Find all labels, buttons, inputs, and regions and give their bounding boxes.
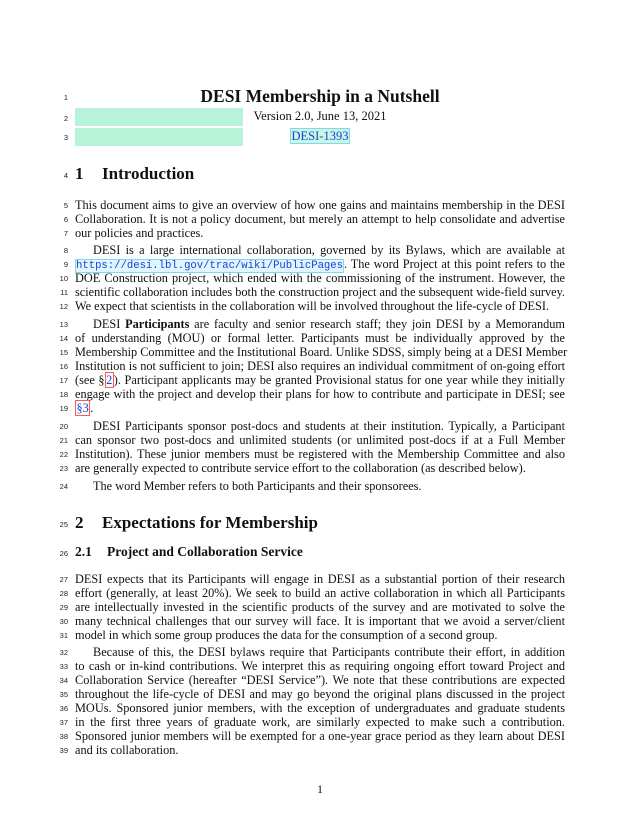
section-number: 2 xyxy=(75,513,84,532)
line-number: 35 xyxy=(59,690,68,699)
text-line xyxy=(75,257,565,271)
text-line: are intellectually invested in the scientific products of the survey and are motivated to solve the xyxy=(75,600,565,614)
text-span: ). Participant applicants may be granted Provisional status for one year while they initially xyxy=(113,373,565,387)
paragraph: The word Member refers to both Participants and their sponsorees. xyxy=(93,479,422,493)
section-heading-expectations xyxy=(75,513,318,533)
line-number: 11 xyxy=(60,288,68,297)
line-number: 6 xyxy=(63,215,68,224)
line-number: 29 xyxy=(59,603,68,612)
text-line: to cash or in-kind contributions. We interpret this as requiring ongoing effort toward Project and xyxy=(75,659,565,673)
section-heading-introduction xyxy=(75,164,194,184)
text-line: throughout the life-cycle of DESI and may go beyond the original plans discussed in the project xyxy=(75,687,565,701)
text-span: . The word Project at this point refers to the xyxy=(344,257,565,271)
line-number: 23 xyxy=(59,464,68,473)
line-number: 16 xyxy=(59,362,68,371)
version-line: Version 2.0, June 13, 2021 xyxy=(253,109,387,123)
line-number: 4 xyxy=(63,171,68,180)
line-number: 31 xyxy=(59,631,68,640)
text-line: Institution). These junior members must be registered with the Membership Committee and also xyxy=(75,447,565,461)
line-number: 24 xyxy=(59,482,68,491)
text-line: MOUs. Sponsored junior members, with the exception of undergraduates and graduate students xyxy=(75,701,565,715)
line-number: 34 xyxy=(59,676,68,685)
line-number: 10 xyxy=(59,274,68,283)
line-number: 39 xyxy=(59,746,68,755)
text-span: . xyxy=(90,401,94,415)
text-line: Membership Committee and the Institutional Board. Unlike SDSS, simply being at a DESI Member xyxy=(75,345,568,359)
text-line: Because of this, the DESI bylaws require that Participants contribute their effort, in addition xyxy=(93,645,565,659)
public-pages-link[interactable]: https://desi.lbl.gov/trac/wiki/PublicPages xyxy=(76,260,344,272)
line-number: 26 xyxy=(59,549,68,558)
text-line: Institution is not sufficient to join; DESI also requires an individual commitment of on-going effort xyxy=(75,359,565,373)
line-number: 28 xyxy=(59,589,68,598)
line-number: 9 xyxy=(63,260,68,269)
text-line: Collaboration. It is not a policy document, but merely an attempt to help consolidate and advertise xyxy=(75,212,565,226)
text-line: many technical challenges that our survey will face. It is important that we avoid a server/client xyxy=(75,614,565,628)
bold-term: Participants xyxy=(125,317,190,331)
text-line: and its collaboration. xyxy=(75,743,179,757)
text-line: Collaboration Service (hereafter “DESI Service”). We note that these contributions are expected xyxy=(75,673,565,687)
text-line: effort (generally, at least 20%). We seek to build an active collaboration in which all Participants xyxy=(75,586,565,600)
line-number: 17 xyxy=(59,376,68,385)
line-number: 32 xyxy=(59,648,68,657)
text-line: model in which some group produces the data for the consumption of a second group. xyxy=(75,628,498,642)
text-line xyxy=(75,401,565,415)
text-span: (see § xyxy=(75,373,105,387)
line-number: 20 xyxy=(59,422,68,431)
section-ref-link[interactable]: §3 xyxy=(76,401,89,415)
line-number: 37 xyxy=(59,718,68,727)
line-number: 18 xyxy=(59,390,68,399)
section-title: Expectations for Membership xyxy=(102,513,318,532)
line-number: 27 xyxy=(59,575,68,584)
text-line: Sponsored junior members will be exempted for a one-year grace period as they learn about DESI xyxy=(75,729,565,743)
line-number: 12 xyxy=(59,302,68,311)
text-line: DESI expects that its Participants will engage in DESI as a substantial portion of their research xyxy=(75,572,565,586)
subsection-title: Project and Collaboration Service xyxy=(107,544,303,559)
line-number: 30 xyxy=(59,617,68,626)
text-line xyxy=(75,317,565,331)
line-number: 5 xyxy=(63,201,68,210)
text-line: are generally expected to contribute service effort to the collaboration (as described below). xyxy=(75,461,526,475)
line-number: 2 xyxy=(63,114,68,123)
subsection-heading-service xyxy=(75,544,303,560)
line-number: 38 xyxy=(59,732,68,741)
text-span: DESI xyxy=(93,317,126,331)
text-line: DOE Construction project, which ended with the commissioning of the instrument. However, the xyxy=(75,271,565,285)
line-number: 21 xyxy=(59,436,68,445)
doc-number-link[interactable]: DESI-1393 xyxy=(291,129,349,143)
line-number: 7 xyxy=(63,229,68,238)
text-line: engage with the project and develop their plans for how to contribute and participate in DESI; see xyxy=(75,387,565,401)
line-number: 22 xyxy=(59,450,68,459)
text-line: This document aims to give an overview of how one gains and maintains membership in the DESI xyxy=(75,198,565,212)
text-line: We expect that scientists in the collaboration will be involved throughout the life-cycle of DESI. xyxy=(75,299,550,313)
line-number: 19 xyxy=(59,404,68,413)
section-number: 1 xyxy=(75,164,84,183)
line-number: 14 xyxy=(59,334,68,343)
line-number: 1 xyxy=(63,93,68,102)
line-number: 8 xyxy=(63,246,68,255)
subsection-number: 2.1 xyxy=(75,544,92,559)
text-line: of understanding (MOU) or formal letter. Participants must be individually approved by the xyxy=(75,331,565,345)
line-number: 33 xyxy=(59,662,68,671)
line-number: 3 xyxy=(63,133,68,142)
section-title: Introduction xyxy=(102,164,195,183)
line-number: 15 xyxy=(59,348,68,357)
text-line: scientific collaboration includes both the construction project and the subsequent wide-field survey. xyxy=(75,285,565,299)
text-line: DESI is a large international collaboration, governed by its Bylaws, which are available at xyxy=(93,243,565,257)
text-line: DESI Participants sponsor post-docs and students at their institution. Typically, a Participant xyxy=(93,419,565,433)
line-number: 25 xyxy=(59,520,68,529)
line-number: 36 xyxy=(59,704,68,713)
text-span: are faculty and senior research staff; they join DESI by a Memorandum xyxy=(189,317,565,331)
text-line xyxy=(75,373,565,387)
line-number: 13 xyxy=(59,320,68,329)
text-line: our policies and practices. xyxy=(75,226,204,240)
doc-number-line xyxy=(75,129,565,144)
document-title: DESI Membership in a Nutshell xyxy=(200,86,440,106)
text-line: in the first three years of graduate work, are similarly expected to make such a contribution. xyxy=(75,715,565,729)
page-number: 1 xyxy=(317,782,323,796)
text-line: can sponsor two post-docs and unlimited students (or unlimited post-docs if at a Full Member xyxy=(75,433,565,447)
section-ref-link[interactable]: 2 xyxy=(106,373,113,387)
